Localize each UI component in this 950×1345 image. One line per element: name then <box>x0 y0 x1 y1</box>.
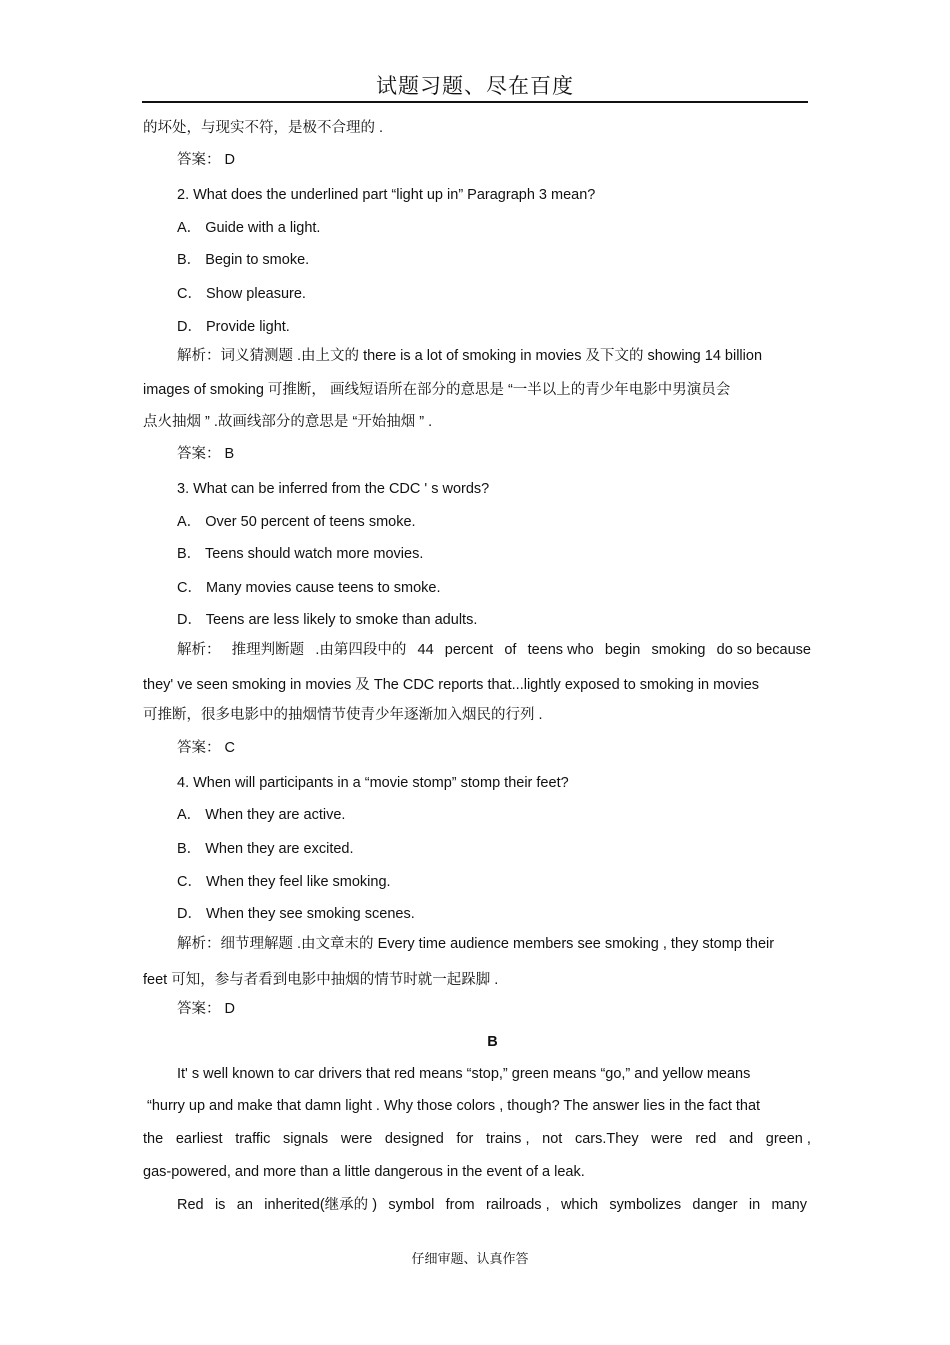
word: symbolizes <box>609 1197 682 1213</box>
question-2: 2. What does the underlined part “light up in” Paragraph 3 mean? <box>177 187 596 203</box>
option-b: B． Begin to smoke. <box>177 252 310 268</box>
word: cars.They <box>574 1131 639 1147</box>
analysis-line: 可推断，很多电影中的抽烟情节使青少年逐渐加入烟民的行列 . <box>143 707 543 723</box>
option-a: A． When they are active. <box>177 807 346 823</box>
header-divider <box>142 101 808 103</box>
word: percent <box>444 642 494 658</box>
analysis-line: images of smoking 可推断， 画线短语所在部分的意思是 “一半以上的青少年电影中男演员会 <box>143 382 731 398</box>
question-3: 3. What can be inferred from the CDC ' s words? <box>177 481 490 497</box>
word: the <box>143 1131 164 1147</box>
word: of <box>504 642 517 658</box>
passage-line <box>177 1196 807 1214</box>
word: in <box>748 1197 761 1213</box>
analysis-line <box>177 641 811 659</box>
word: 44 <box>417 642 434 658</box>
word: inherited(继承的 ) <box>264 1197 378 1213</box>
word: begin <box>604 642 641 658</box>
word: signals <box>283 1131 329 1147</box>
analysis-line: 点火抽烟 ” .故画线部分的意思是 “开始抽烟 ” . <box>143 414 433 430</box>
answer-line: 答案： D <box>177 152 235 168</box>
word: is <box>214 1197 226 1213</box>
option-c: C． Many movies cause teens to smoke. <box>177 580 441 596</box>
word: an <box>236 1197 253 1213</box>
word: teens who <box>527 642 594 658</box>
page-header-title: 试题习题、尽在百度 <box>376 74 574 98</box>
word: 推理判断题 <box>231 642 305 658</box>
word: for <box>456 1131 474 1147</box>
analysis-line: they' ve seen smoking in movies 及 The CDC reports that...lightly exposed to smoking in movies <box>143 677 760 693</box>
word: 解析： <box>177 642 221 658</box>
word: many <box>771 1197 807 1213</box>
passage-line: gas-powered, and more than a little dangerous in the event of a leak. <box>143 1164 585 1180</box>
word: which <box>560 1197 599 1213</box>
word: and <box>728 1131 754 1147</box>
word: were <box>340 1131 373 1147</box>
option-d: D． Provide light. <box>177 319 290 335</box>
option-d: D． Teens are less likely to smoke than adults. <box>177 612 478 628</box>
option-c: C． Show pleasure. <box>177 286 306 302</box>
option-b: B． When they are excited. <box>177 841 354 857</box>
word: do so because <box>716 642 811 658</box>
word: red <box>695 1131 717 1147</box>
answer-line: 答案： D <box>177 1001 235 1017</box>
question-4: 4. When will participants in a “movie stomp” stomp their feet? <box>177 775 569 791</box>
word: green , <box>765 1131 811 1147</box>
word: from <box>445 1197 475 1213</box>
word: Red <box>177 1197 204 1213</box>
word: designed <box>384 1131 444 1147</box>
word: .由第四段中的 <box>315 642 407 658</box>
option-d: D． When they see smoking scenes. <box>177 906 415 922</box>
word: railroads , <box>485 1197 550 1213</box>
passage-line: “hurry up and make that damn light . Why those colors , though? The answer lies in the fact that <box>147 1098 761 1114</box>
answer-line: 答案： C <box>177 740 235 756</box>
text-line: 的坏处，与现实不符，是极不合理的 . <box>143 120 384 136</box>
option-a: A． Guide with a light. <box>177 220 321 236</box>
option-b: B． Teens should watch more movies. <box>177 546 424 562</box>
analysis-line: feet 可知，参与者看到电影中抽烟的情节时就一起跺脚 . <box>143 972 499 988</box>
analysis-line: 解析：词义猜测题 .由上文的 there is a lot of smoking in movies 及下文的 showing 14 billion <box>177 348 763 364</box>
section-heading-b: B <box>487 1034 498 1050</box>
word: trains , <box>485 1131 530 1147</box>
word: were <box>651 1131 683 1147</box>
option-a: A． Over 50 percent of teens smoke. <box>177 514 416 530</box>
word: danger <box>692 1197 738 1213</box>
word: earliest <box>175 1131 223 1147</box>
option-c: C． When they feel like smoking. <box>177 874 391 890</box>
answer-line: 答案： B <box>177 446 235 462</box>
analysis-line: 解析：细节理解题 .由文章末的 Every time audience members see smoking , they stomp their <box>177 936 775 952</box>
word: not <box>542 1131 563 1147</box>
page-footer: 仔细审题、认真作答 <box>411 1252 529 1267</box>
word: traffic <box>235 1131 271 1147</box>
word: smoking <box>651 642 706 658</box>
word: symbol <box>388 1197 435 1213</box>
passage-line: It' s well known to car drivers that red means “stop,” green means “go,” and yellow means <box>177 1066 751 1082</box>
passage-line <box>143 1130 811 1148</box>
